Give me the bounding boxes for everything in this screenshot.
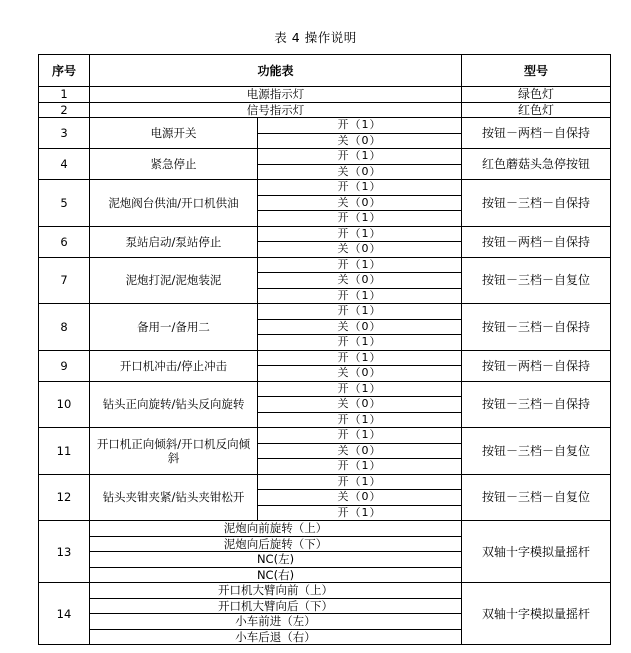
function-cell: 电源指示灯 [90,87,462,103]
state-cell: 开（1） [258,288,462,304]
joystick-direction-cell: 开口机大臂向后（下） [90,598,462,614]
seq-cell: 7 [39,257,90,304]
function-cell: 泥炮阀台供油/开口机供油 [90,180,258,227]
seq-cell: 11 [39,428,90,475]
state-cell: 开（1） [258,304,462,320]
model-cell: 双轴十字模拟量摇杆 [462,583,611,645]
state-cell: 开（1） [258,257,462,273]
model-cell: 按钮－三档－自保持 [462,304,611,351]
seq-cell: 9 [39,350,90,381]
state-cell: 关（0） [258,443,462,459]
seq-cell: 10 [39,381,90,428]
seq-cell: 3 [39,118,90,149]
model-cell: 按钮－三档－自复位 [462,428,611,475]
state-cell: 开（1） [258,180,462,196]
table-row [39,381,611,397]
table-row [39,521,611,537]
state-cell: 关（0） [258,490,462,506]
function-cell: 电源开关 [90,118,258,149]
state-cell: 关（0） [258,133,462,149]
function-cell: 钻头正向旋转/钻头反向旋转 [90,381,258,428]
seq-cell: 13 [39,521,90,583]
model-cell: 按钮－三档－自保持 [462,381,611,428]
state-cell: 关（0） [258,273,462,289]
state-cell: 开（1） [258,118,462,134]
state-cell: 开（1） [258,350,462,366]
state-cell: 开（1） [258,459,462,475]
table-row [39,474,611,490]
model-cell: 按钮－两档－自保持 [462,350,611,381]
model-cell: 按钮－三档－自复位 [462,257,611,304]
operation-table [38,54,611,645]
function-cell: 信号指示灯 [90,102,462,118]
joystick-direction-cell: 开口机大臂向前（上） [90,583,462,599]
table-row [39,257,611,273]
function-cell: 泵站启动/泵站停止 [90,226,258,257]
table-row [39,428,611,444]
table-row [39,180,611,196]
header-row [39,55,611,87]
header-model: 型号 [462,55,611,87]
seq-cell: 8 [39,304,90,351]
seq-cell: 4 [39,149,90,180]
function-cell: 紧急停止 [90,149,258,180]
seq-cell: 12 [39,474,90,521]
state-cell: 开（1） [258,474,462,490]
joystick-direction-cell: 泥炮向前旋转（上） [90,521,462,537]
table-row [39,149,611,165]
state-cell: 关（0） [258,319,462,335]
table-row [39,304,611,320]
state-cell: 关（0） [258,195,462,211]
model-cell: 按钮－三档－自复位 [462,474,611,521]
seq-cell: 6 [39,226,90,257]
model-cell: 红色灯 [462,102,611,118]
table-row [39,102,611,118]
table-title: 表 4 操作说明 [274,30,357,45]
state-cell: 开（1） [258,226,462,242]
seq-cell: 1 [39,87,90,103]
joystick-direction-cell: 泥炮向后旋转（下） [90,536,462,552]
model-cell: 红色蘑菇头急停按钮 [462,149,611,180]
joystick-direction-cell: NC(左) [90,552,462,568]
joystick-direction-cell: 小车后退（右） [90,629,462,645]
model-cell: 绿色灯 [462,87,611,103]
function-cell: 钻头夹钳夹紧/钻头夹钳松开 [90,474,258,521]
table-body [39,87,611,645]
function-cell: 泥炮打泥/泥炮装泥 [90,257,258,304]
model-cell: 按钮－两档－自保持 [462,118,611,149]
header-seq: 序号 [39,55,90,87]
table-row [39,583,611,599]
table-row [39,350,611,366]
joystick-direction-cell: NC(右) [90,567,462,583]
function-cell: 备用一/备用二 [90,304,258,351]
state-cell: 关（0） [258,397,462,413]
table-row [39,226,611,242]
seq-cell: 2 [39,102,90,118]
joystick-direction-cell: 小车前进（左） [90,614,462,630]
function-cell: 开口机正向倾斜/开口机反向倾斜 [90,428,258,475]
model-cell: 按钮－两档－自保持 [462,226,611,257]
state-cell: 关（0） [258,366,462,382]
state-cell: 开（1） [258,211,462,227]
state-cell: 关（0） [258,242,462,258]
state-cell: 开（1） [258,412,462,428]
state-cell: 开（1） [258,149,462,165]
seq-cell: 5 [39,180,90,227]
model-cell: 按钮－三档－自保持 [462,180,611,227]
header-func: 功能表 [90,55,462,87]
state-cell: 关（0） [258,164,462,180]
seq-cell: 14 [39,583,90,645]
state-cell: 开（1） [258,335,462,351]
state-cell: 开（1） [258,381,462,397]
model-cell: 双轴十字模拟量摇杆 [462,521,611,583]
state-cell: 开（1） [258,505,462,521]
state-cell: 开（1） [258,428,462,444]
table-row [39,118,611,134]
table-row [39,87,611,103]
function-cell: 开口机冲击/停止冲击 [90,350,258,381]
